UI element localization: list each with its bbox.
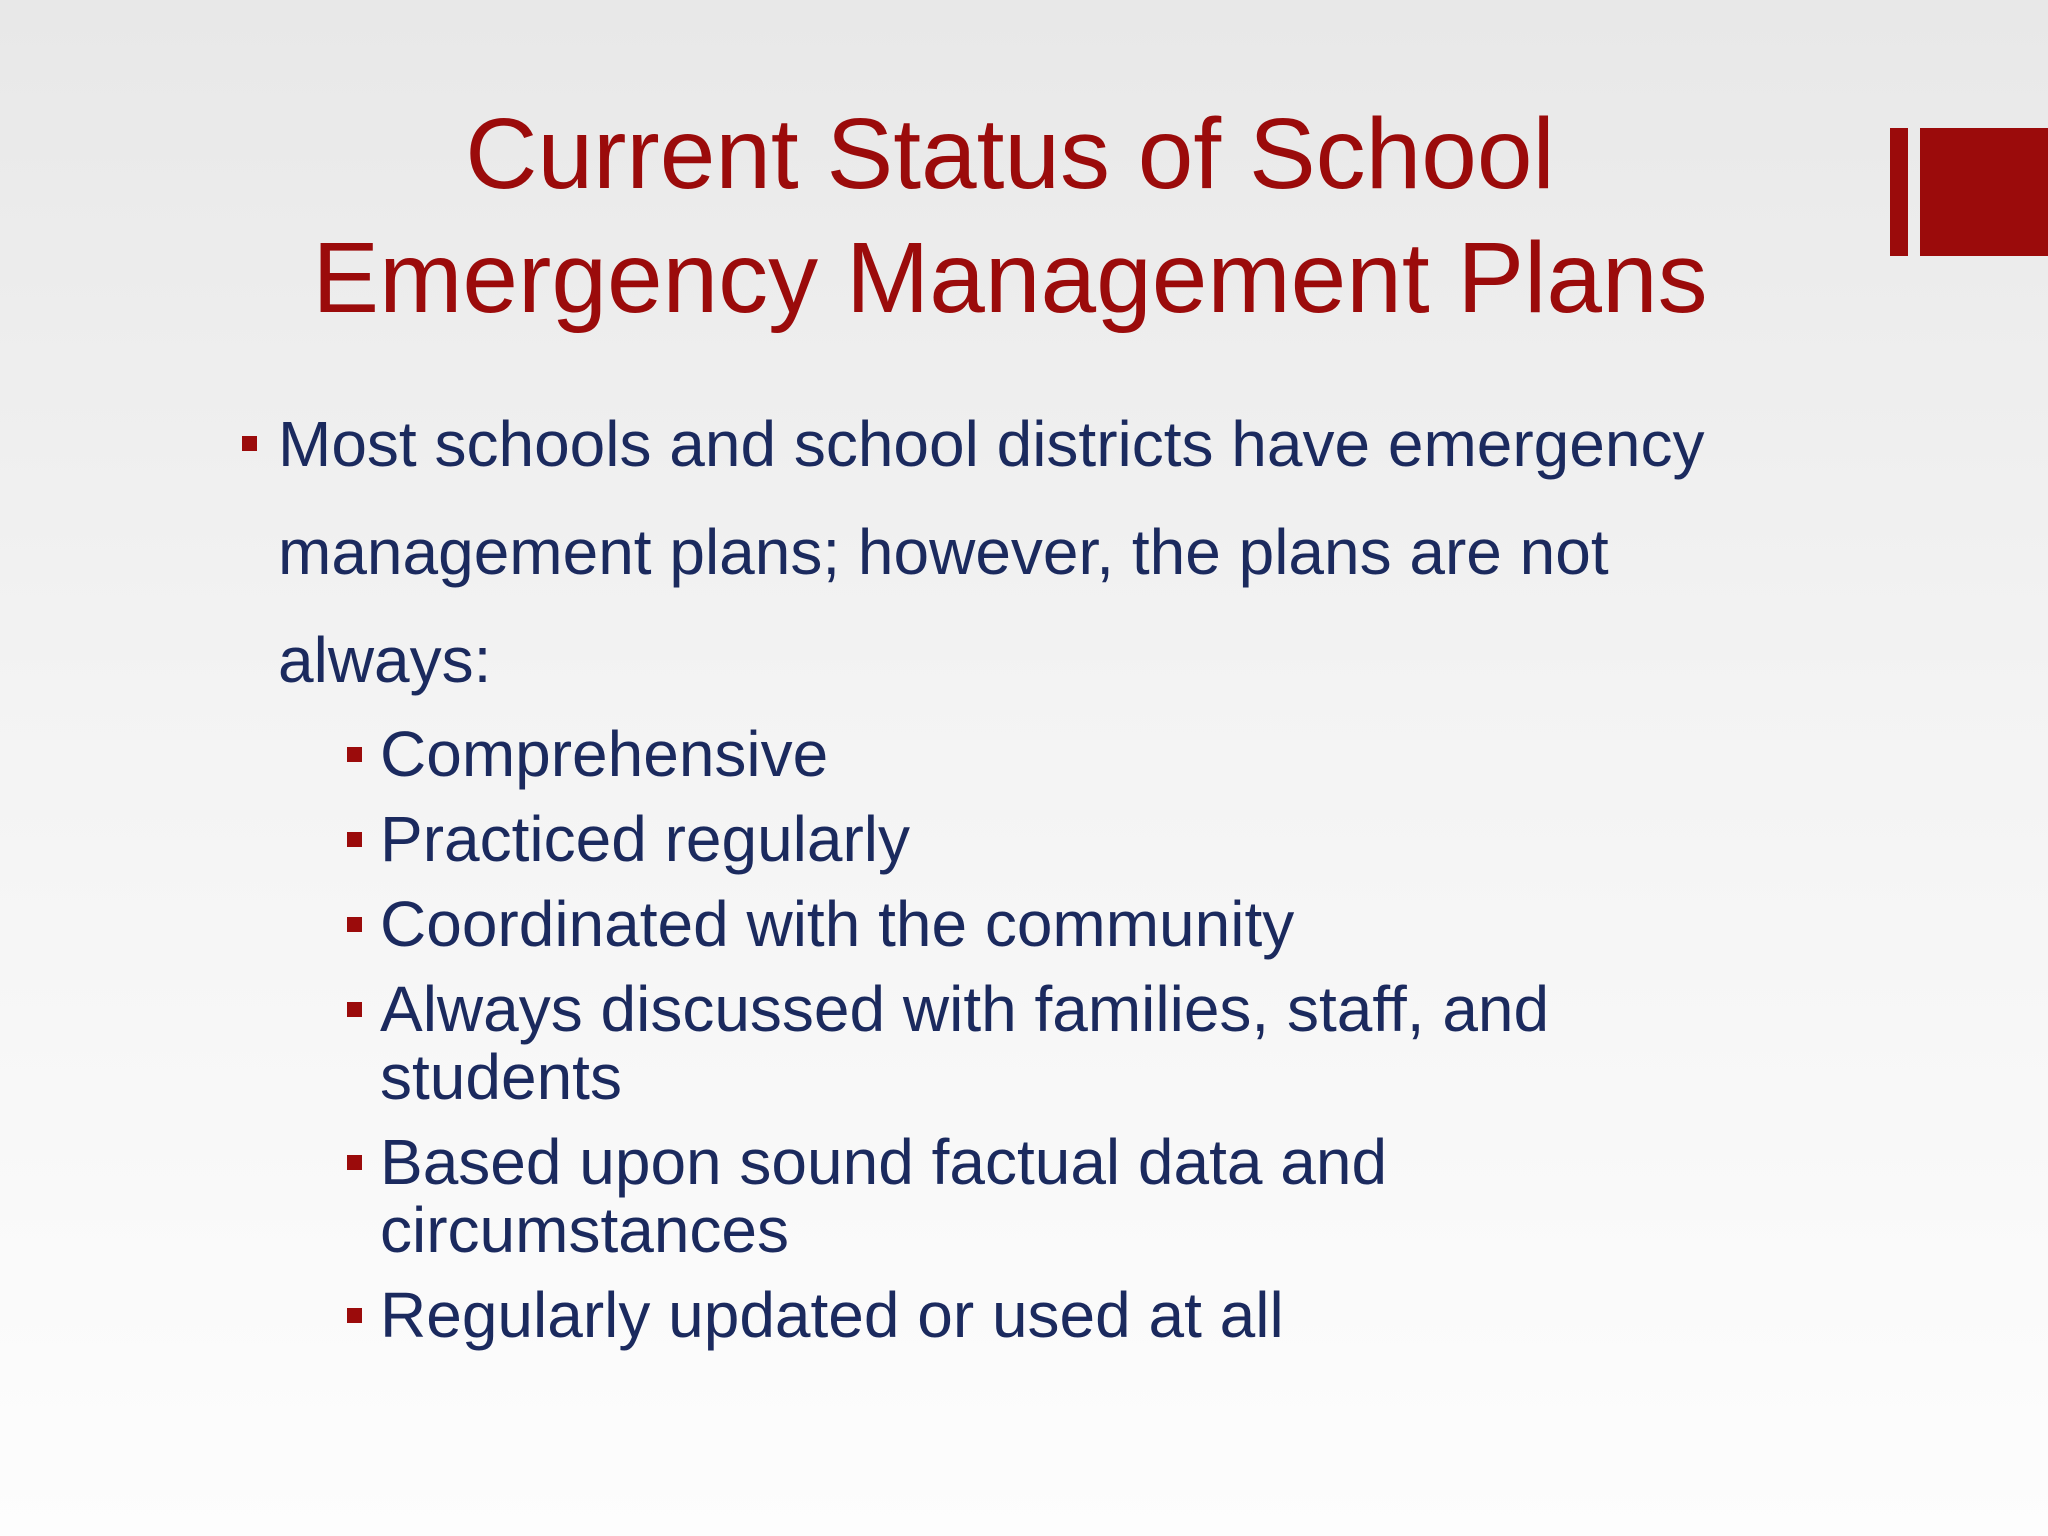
square-bullet-icon xyxy=(347,1308,362,1323)
slide-body xyxy=(240,408,1800,1366)
sub-bullet-text: Coordinated with the community xyxy=(380,888,1295,960)
title-line-1: Current Status of School xyxy=(465,98,1555,210)
sub-bullet-item xyxy=(342,1281,1800,1349)
sub-bullet-item xyxy=(342,1128,1800,1264)
sub-bullet-text: Based upon sound factual data and circumstances xyxy=(380,1126,1388,1266)
sub-bullet-text: Regularly updated or used at all xyxy=(380,1279,1284,1351)
sub-bullet-item xyxy=(342,890,1800,958)
sub-bullet-list xyxy=(240,720,1800,1349)
main-bullet-item xyxy=(240,390,1800,714)
title-line-2: Emergency Management Plans xyxy=(312,222,1708,334)
sub-bullet-item xyxy=(342,720,1800,788)
sub-bullet-item xyxy=(342,975,1800,1111)
square-bullet-icon xyxy=(347,1002,362,1017)
sub-bullet-item xyxy=(342,805,1800,873)
square-bullet-icon xyxy=(242,436,257,451)
decorative-block xyxy=(1920,128,2048,256)
square-bullet-icon xyxy=(347,747,362,762)
sub-bullet-text: Always discussed with families, staff, and students xyxy=(380,973,1550,1113)
slide-title xyxy=(220,92,1800,340)
square-bullet-icon xyxy=(347,832,362,847)
decorative-bar xyxy=(1890,128,1908,256)
main-bullet-text: Most schools and school districts have emergency management plans; however, the plans are not always: xyxy=(278,408,1705,696)
sub-bullet-text: Practiced regularly xyxy=(380,803,910,875)
square-bullet-icon xyxy=(347,1155,362,1170)
square-bullet-icon xyxy=(347,917,362,932)
sub-bullet-text: Comprehensive xyxy=(380,718,829,790)
